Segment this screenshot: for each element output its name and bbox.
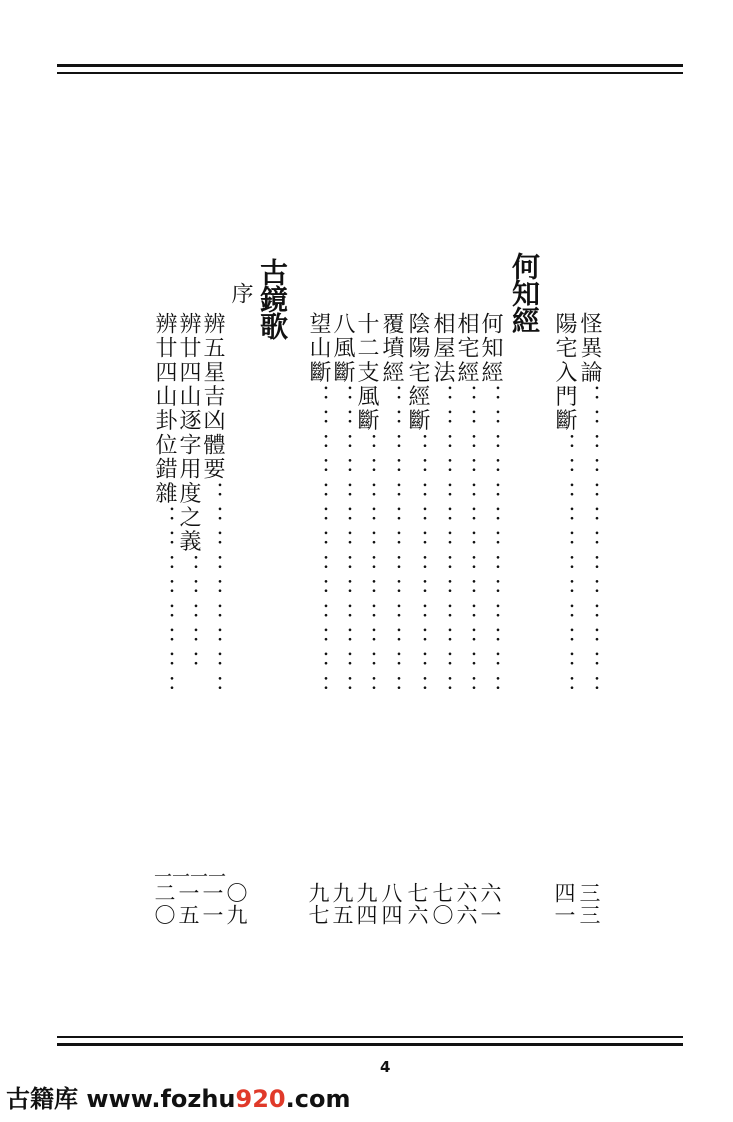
watermark-highlight: 920 [235,1085,286,1113]
toc-entry: 辨五星吉凶體要：：：：：：：：： [200,312,225,700]
page-ref: 〇九 [224,882,248,926]
watermark-prefix: 古籍库 www.fozhu [6,1085,236,1113]
page-number: 4 [380,1058,391,1076]
toc-entry: 十二支風斷：：：：：：：：：：： [354,312,379,700]
page-ref: 一一 [200,882,224,926]
section-gujingge: 古鏡歌 [256,258,289,339]
page-ref: 六一 [478,882,502,926]
toc-entry: 八風斷：：：：：：：：：：：：： [330,312,355,700]
page-ref: 九四 [354,882,378,926]
dash-column: 一一一一 [154,867,226,888]
page-ref: 一五 [176,882,200,926]
page-ref: 七〇 [430,882,454,926]
toc-entry: 覆墳經：：：：：：：：：：：：： [379,312,404,700]
toc-entry: 何知經：：：：：：：：：：：：： [478,312,503,700]
section-xu: 序 [228,282,253,307]
toc-entry: 辨廿四山卦位錯雜：：：：：：：： [152,312,177,700]
page-ref: 九五 [330,882,354,926]
top-rule [57,64,683,67]
page-ref: 二〇 [152,882,176,926]
bottom-rule-thin [57,1036,683,1038]
page-ref: 三三 [577,882,601,926]
page-ref: 六六 [454,882,478,926]
toc-entry: 陰陽宅經斷：：：：：：：：：：： [405,312,430,700]
top-rule-thin [57,72,683,74]
page-ref: 九七 [306,882,330,926]
section-hezhijing: 何知經 [508,252,541,333]
page-ref: 四一 [552,882,576,926]
toc-entry: 相宅經：：：：：：：：：：：：： [454,312,479,700]
toc-entry: 望山斷：：：：：：：：：：：：： [306,312,331,700]
bottom-rule [57,1043,683,1046]
toc-entry: 陽宅入門斷：：：：：：：：：：： [552,312,577,700]
toc-entry: 辨廿四山逐字用度之義：：：：： [176,312,201,675]
toc-entry: 怪異論：：：：：：：：：：：：： [577,312,602,700]
page-ref: 八四 [379,882,403,926]
watermark-suffix: .com [285,1085,351,1113]
toc-entry: 相屋法：：：：：：：：：：：：： [430,312,455,700]
watermark [6,1079,350,1114]
page-ref: 七六 [405,882,429,926]
